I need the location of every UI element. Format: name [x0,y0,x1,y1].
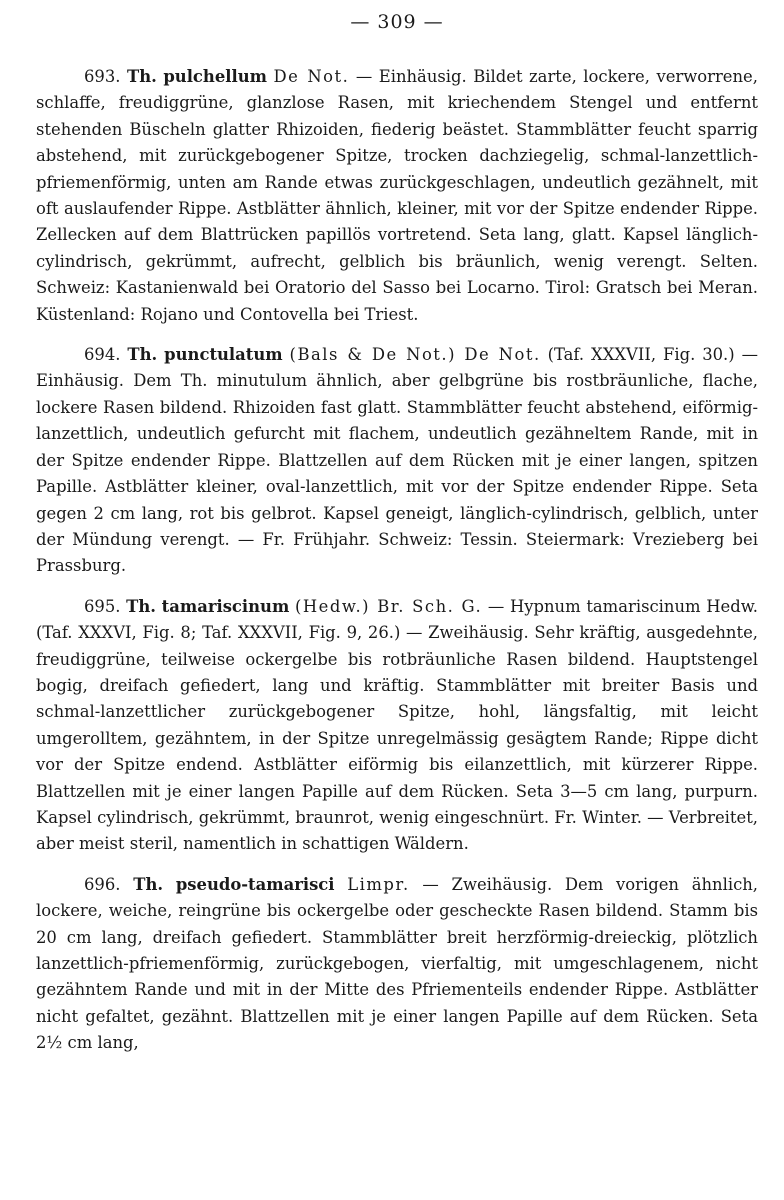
entry-paragraph [36,872,758,1057]
species-entry-694 [36,342,758,580]
entry-author: (Hedw.) Br. Sch. G. [294,596,483,616]
entry-text: — Hypnum tamariscinum Hedw. (Taf. XXXVI, Fig. 8; Taf. XXXVII, Fig. 9, 26.) — Zweihäusig. Sehr kräftig, ausgedehnte, freudiggrüne, teilweise ockergelbe bis rotbräunliche Rasen bildend. Hauptstengel bogig, dreifach gefiedert, lang und kräftig. Stammblätter mit breiter Basis und schmal-lanzettlicher zurückgebogener Spitze, hohl, längsfaltig, mit leicht umgerolltem, gezähntem, in der Spitze unregelmässig gesägtem Rande; Rippe dicht vor der Spitze endend. Astblätter eiförmig bis eilanzettlich, mit kürzerer Rippe. Blattzellen mit je einer langen Papille auf dem Rücken. Seta 3—5 cm lang, purpurn. Kapsel cylindrisch, gekrümmt, braunrot, wenig eingeschnürt. Fr. Winter. — Verbreitet, aber meist steril, namentlich in schattigen Wäldern. [36,596,759,854]
entry-paragraph [36,64,758,328]
entry-text: — Zweihäusig. Dem vorigen ähnlich, lockere, weiche, reingrüne bis ockergelbe oder gescheckte Rasen bildend. Stamm bis 20 cm lang, dreifach gefiedert. Stammblätter breit herzförmig-dreieckig, plötzlich lanzettlich-pfriemenförmig, zurückgebogen, vierfaltig, mit umgeschlagenem, nicht gezähntem Rande und mit in der Mitte des Pfriementeils endender Rippe. Astblätter nicht gefaltet, gezähnt. Blattzellen mit je einer langen Papille auf dem Rücken. Seta 2½ cm lang, [36,874,759,1053]
document-page [36,8,758,1071]
entry-text: — Einhäusig. Bildet zarte, lockere, verworrene, schlaffe, freudiggrüne, glanzlose Rasen, mit kriechendem Stengel und entfernt stehenden Büscheln glatter Rhizoiden, fiederig beästet. Stammblätter feucht sparrig abstehend, mit zurückgebogener Spitze, trocken dachziegelig, schmal-lanzettlich-pfriemenförmig, unten am Rande etwas zurückgeschlagen, undeutlich gezähnelt, mit oft auslaufender Rippe. Astblätter ähnlich, kleiner, mit vor der Spitze endender Rippe. Zellecken auf dem Blattrücken papillös vortretend. Seta lang, glatt. Kapsel länglich-cylindrisch, gekrümmt, aufrecht, gelblich bis bräunlich, wenig verengt. Selten. Schweiz: Kastanienwald bei Oratorio del Sasso bei Locarno. Tirol: Gratsch bei Meran. Küstenland: Rojano und Contovella bei Triest. [36,67,758,324]
entry-species: punctulatum [164,345,283,365]
page-number: — 309 — [350,11,444,33]
entry-number: 696. [84,874,121,894]
species-entry-693 [36,64,758,328]
species-entry-695 [36,594,758,858]
entry-genus: Th. [127,345,158,365]
entry-text: (Taf. XXXVII, Fig. 30.) — Einhäusig. Dem Th. minutulum ähnlich, aber gelbgrüne bis rostbräunliche, flache, lockere Rasen bildend. Rhizoiden fast glatt. Stammblätter feucht abstehend, eiförmig-lanzettlich, undeutlich gefurcht mit flachem, undeutlich gezähneltem Rande, mit in der Spitze endender Rippe. Blattzellen auf dem Rücken mit je einer langen, spitzen Papille. Astblätter kleiner, oval-lanzettlich, mit vor der Spitze endender Rippe. Seta gegen 2 cm lang, rot bis gelbrot. Kapsel geneigt, länglich-cylindrisch, gelblich, unter der Mündung verengt. — Fr. Frühjahr. Schweiz: Tessin. Steiermark: Vrezieberg bei Prassburg. [36,345,758,576]
entry-genus: Th. [126,596,156,616]
entry-species: pseudo-tamarisci [175,874,335,894]
entry-paragraph [36,594,758,858]
entry-number: 693. [84,67,121,86]
entry-author: (Bals & De Not.) De Not. [289,345,541,365]
entry-author: Limpr. [347,874,410,894]
entry-author: De Not. [273,67,350,86]
species-entry-696 [36,872,758,1057]
entry-number: 695. [84,596,121,616]
entry-genus: Th. [133,874,164,894]
entry-number: 694. [84,345,121,365]
entry-paragraph [36,342,758,580]
entry-genus: Th. [127,67,157,86]
entry-species: tamariscinum [161,596,290,616]
entry-species: pulchellum [163,67,267,86]
